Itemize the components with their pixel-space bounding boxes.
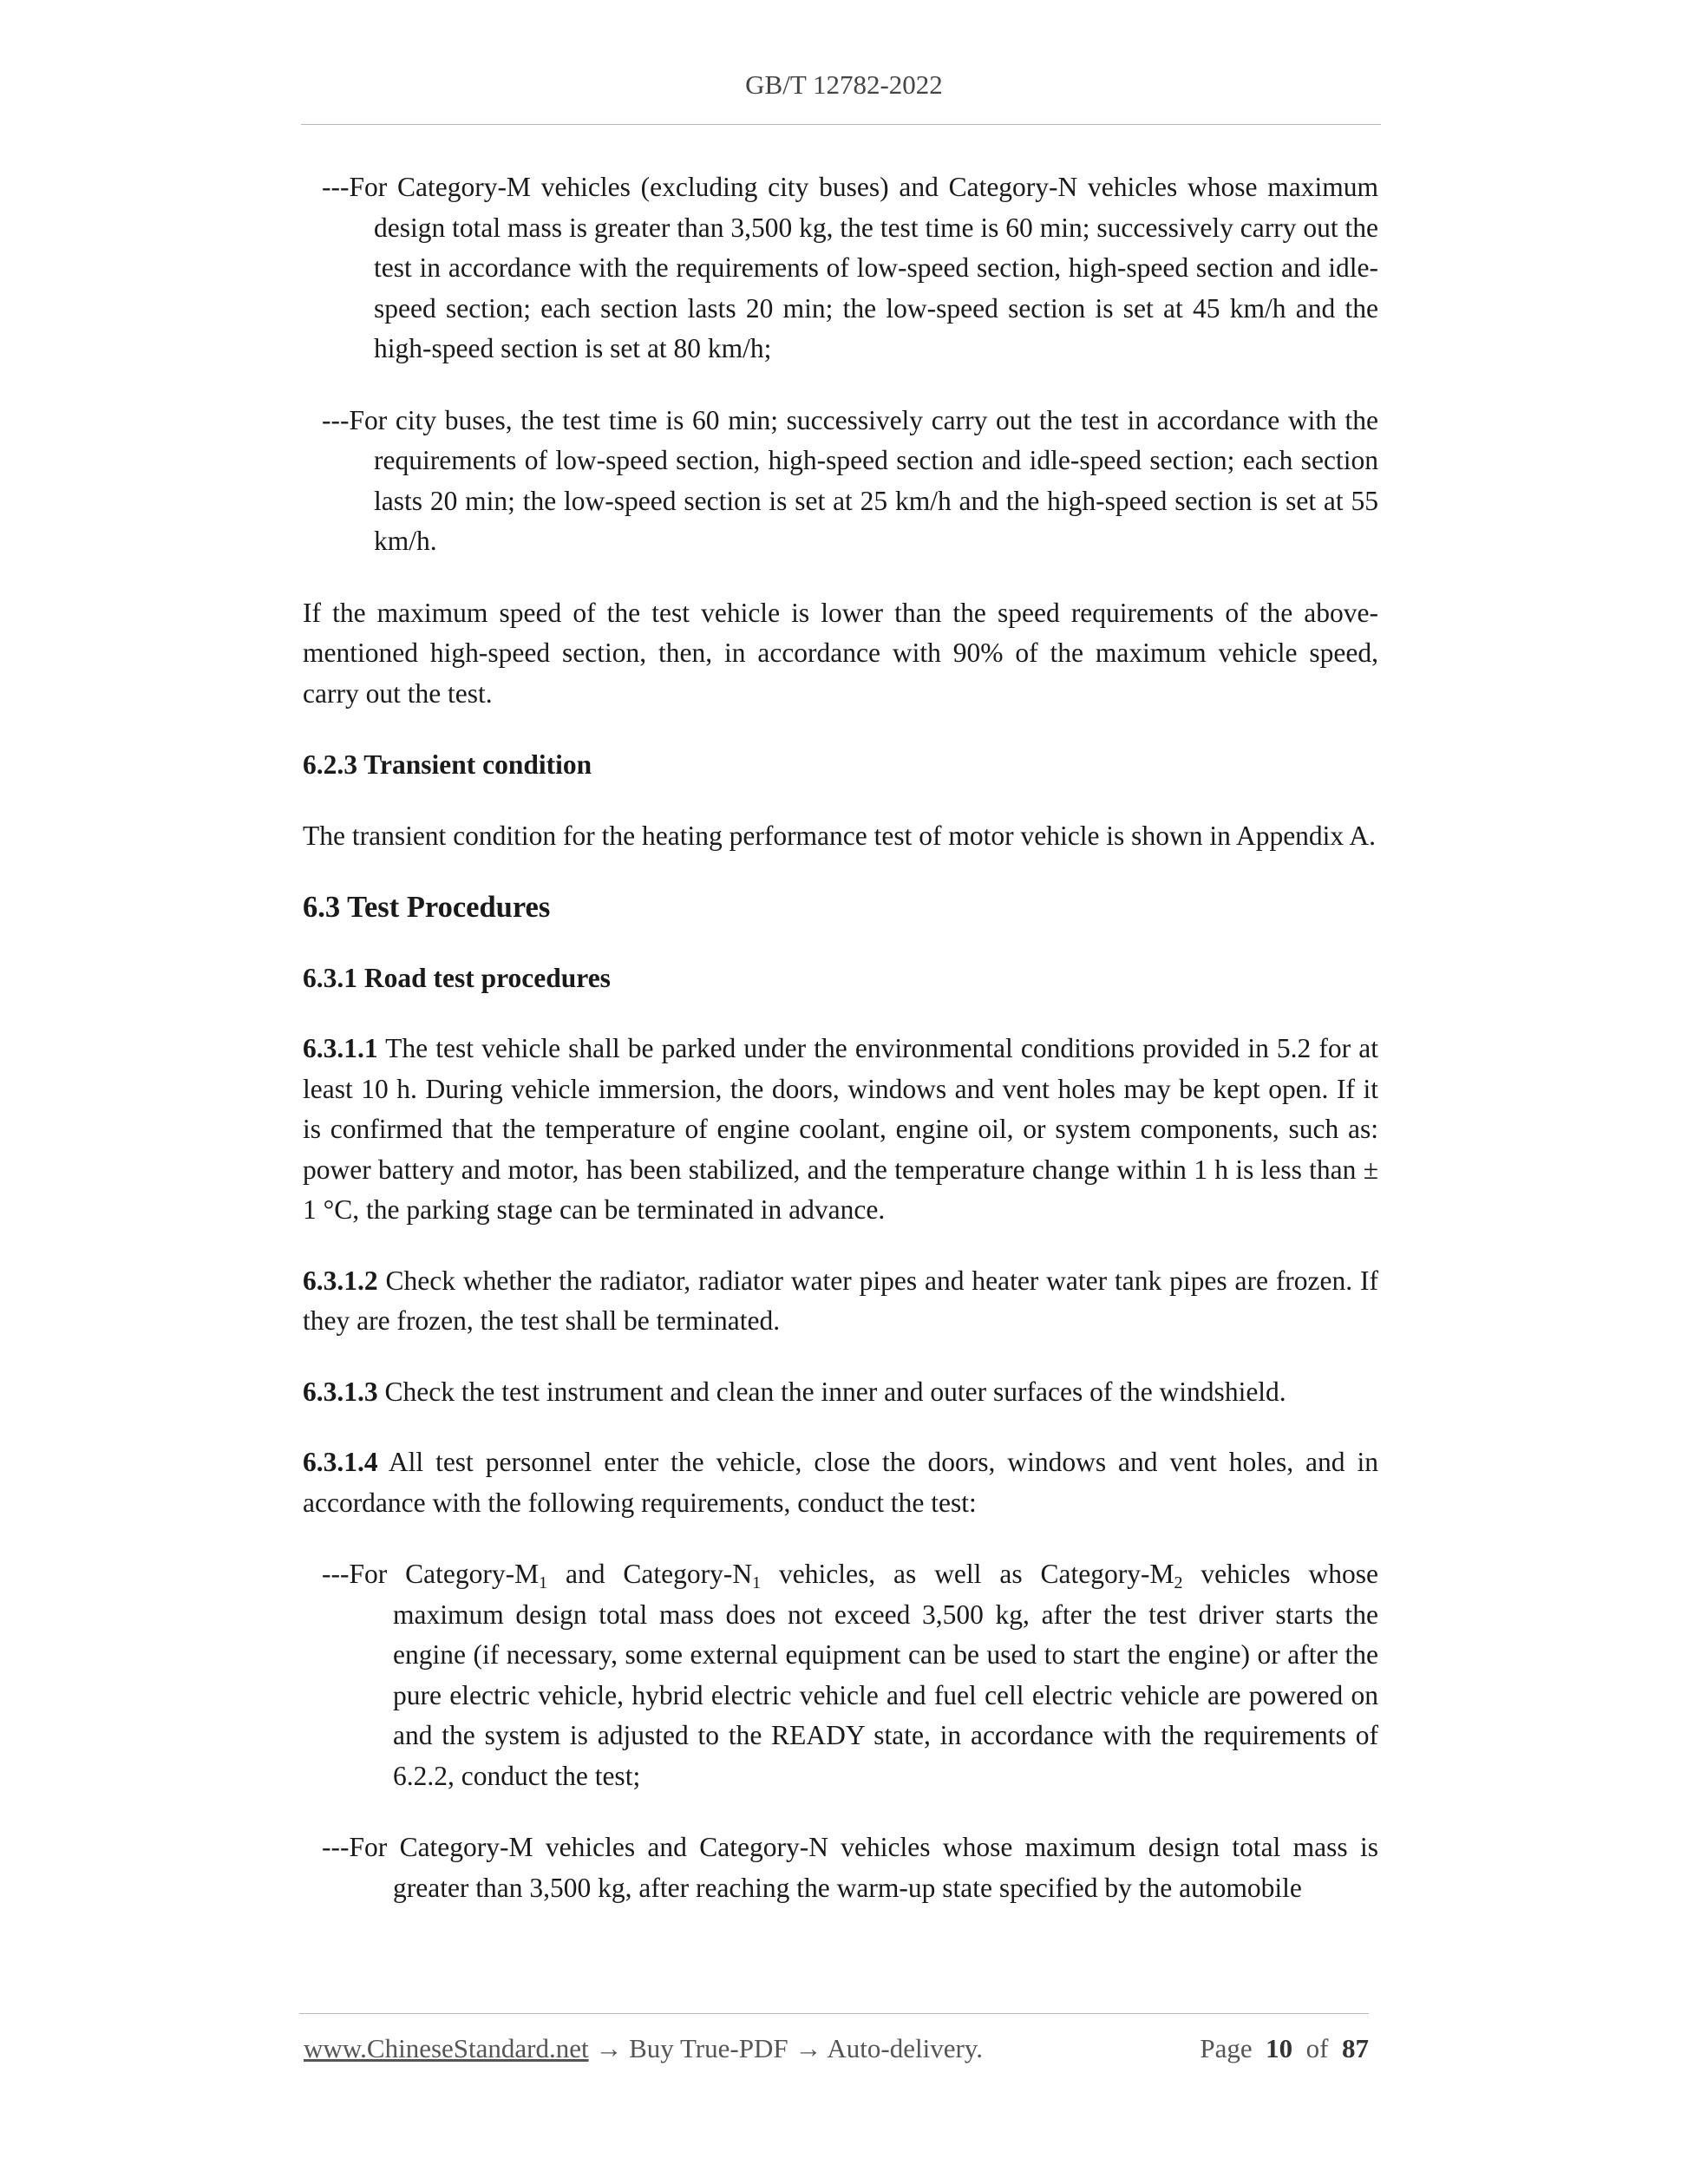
clause-text: The test vehicle shall be parked under the environmental conditions provided in 5.2 for at least 10 h. During vehicle immersion, the doors, windows and vent holes may be kept open. If it is confirmed that the temperature of engine coolant, engine oil, or system components, such as: power battery and motor, has been stabilized, and the temperature change within 1 h is less than ± 1 °C, the parking stage can be terminated in advance. — [303, 1033, 1378, 1225]
page-label: Page — [1200, 2033, 1253, 2063]
list-text: vehicles, as well as Category-M — [761, 1559, 1174, 1589]
website-link[interactable]: www.ChineseStandard.net — [304, 2033, 589, 2063]
list-text: vehicles whose maximum design total mass does not exceed 3,500 kg, after the test driver starts the engine (if necessary, some external equipment can be used to start the engine) or after the pure electric vehicle, hybrid electric vehicle and fuel cell electric vehicle are powered on and the system is adjusted to the READY state, in accordance with the requirements of 6.2.2, conduct the test; — [393, 1559, 1378, 1791]
heading-6-2-3: 6.2.3 Transient condition — [303, 749, 592, 780]
page-header-doc-id: GB/T 12782-2022 — [745, 69, 943, 100]
page-body — [303, 167, 1378, 1908]
clause-6-3-1-2 — [303, 1261, 1378, 1342]
arrow-right-icon: → — [795, 2033, 822, 2063]
list-item-category-m1-n1-m2 — [303, 1554, 1378, 1796]
page-indicator — [1200, 2033, 1369, 2064]
clause-number: 6.3.1.4 — [303, 1447, 378, 1477]
footer-delivery-text: Auto-delivery. — [821, 2033, 984, 2063]
list-text: ---For Category-M — [322, 1559, 540, 1589]
heading-6-3: 6.3 Test Procedures — [303, 891, 551, 924]
page-footer — [304, 2033, 1369, 2064]
subscript: 1 — [539, 1573, 548, 1592]
heading-6-3-1: 6.3.1 Road test procedures — [303, 962, 611, 993]
paragraph-transient-condition: The transient condition for the heating performance test of motor vehicle is shown in Appendix A. — [303, 820, 1376, 851]
clause-number: 6.3.1.2 — [303, 1265, 378, 1296]
page-number: 10 — [1266, 2033, 1293, 2063]
header-divider — [301, 124, 1381, 125]
arrow-right-icon: → — [595, 2033, 623, 2063]
paragraph-max-speed: If the maximum speed of the test vehicle is lower than the speed requirements of the above-mentioned high-speed section, then, in accordance with 90% of the maximum vehicle speed, carry out the test. — [303, 597, 1378, 709]
list-text: and Category-N — [547, 1559, 753, 1589]
subscript: 1 — [752, 1573, 762, 1592]
clause-text: Check whether the radiator, radiator water pipes and heater water tank pipes are frozen. If they are frozen, the test shall be terminated. — [303, 1265, 1378, 1336]
clause-text: All test personnel enter the vehicle, close the doors, windows and vent holes, and in accordance with the following requirements, conduct the test: — [303, 1447, 1378, 1518]
clause-text: Check the test instrument and clean the inner and outer surfaces of the windshield. — [377, 1376, 1286, 1407]
of-label: of — [1305, 2033, 1329, 2063]
clause-number: 6.3.1.1 — [303, 1033, 378, 1063]
clause-6-3-1-4 — [303, 1442, 1378, 1523]
clause-6-3-1-1 — [303, 1029, 1378, 1231]
footer-buy-text: Buy True-PDF — [622, 2033, 795, 2063]
clause-6-3-1-3 — [303, 1372, 1378, 1413]
clause-number: 6.3.1.3 — [303, 1376, 378, 1407]
subscript: 2 — [1174, 1573, 1183, 1592]
list-item-city-buses: ---For city buses, the test time is 60 min; successively carry out the test in accordance with the requirements of low-speed section, high-speed section and idle-speed section; each section lasts 20 min; the low-speed section is set at 25 km/h and the high-speed section is set at 55 km/h. — [322, 404, 1378, 556]
list-item-category-m-n: ---For Category-M vehicles (excluding city buses) and Category-N vehicles whose maximum design total mass is greater than 3,500 kg, the test time is 60 min; successively carry out the test in accordance with the requirements of low-speed section, high-speed section and idle-speed section; each section lasts 20 min; the low-speed section is set at 45 km/h and the high-speed section is set at 80 km/h; — [322, 172, 1378, 363]
list-item-category-m-n-heavy: ---For Category-M vehicles and Category-N vehicles whose maximum design total mass is greater than 3,500 kg, after reaching the warm-up state specified by the automobile — [322, 1832, 1378, 1903]
page-total: 87 — [1342, 2033, 1369, 2063]
footer-divider — [299, 2013, 1369, 2014]
